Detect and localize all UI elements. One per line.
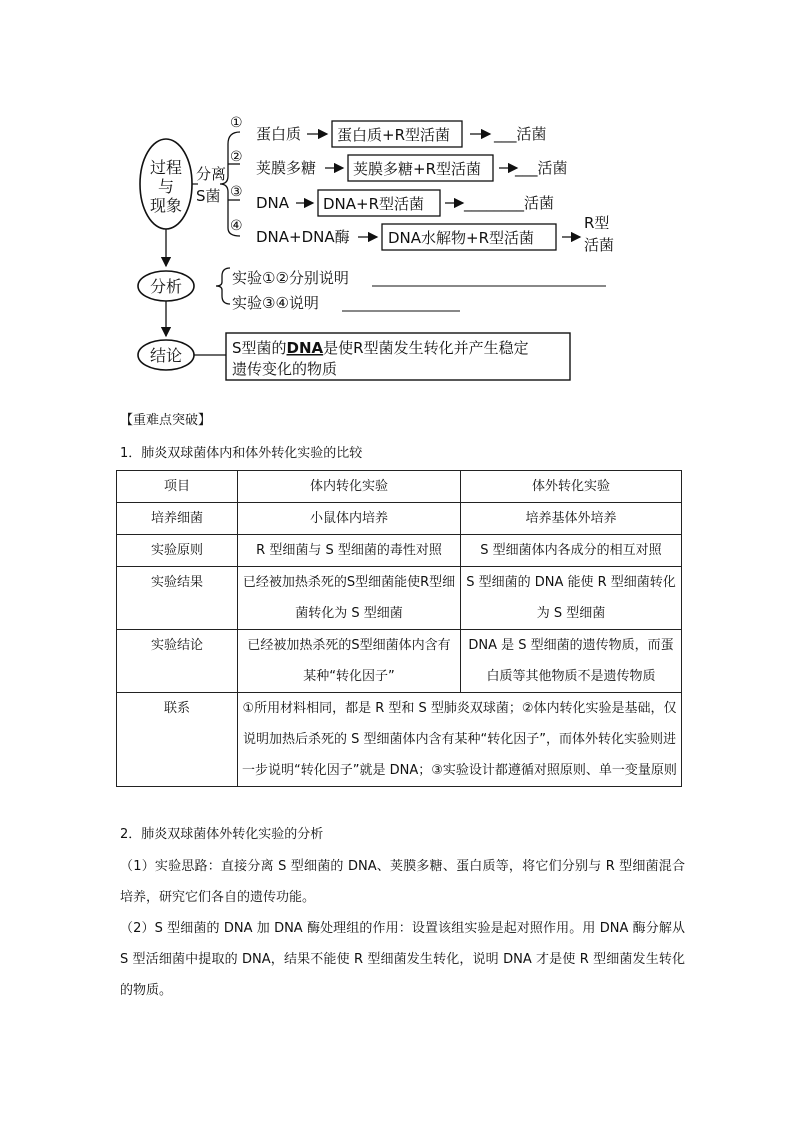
branch-component-4: DNA+DNA酶: [256, 228, 350, 246]
branch-result-1: ___活菌: [494, 125, 547, 143]
table-header: 项目: [117, 471, 238, 503]
branch-component-3: DNA: [256, 194, 290, 212]
table-cell: R 型细菌与 S 型细菌的毒性对照: [238, 535, 461, 567]
branch-num-4: ④: [230, 218, 243, 234]
conclusion-line-2: 遗传变化的物质: [232, 360, 338, 378]
branch-mixture-1: 蛋白质+R型活菌: [337, 126, 450, 144]
analysis-brace: [216, 268, 230, 304]
branch-mixture-2: 荚膜多糖+R型活菌: [353, 160, 481, 178]
table-cell: S 型细菌的 DNA 能使 R 型细菌转化为 S 型细菌: [461, 567, 682, 630]
branch-component-1: 蛋白质: [256, 125, 302, 143]
item2-title: 2．肺炎双球菌体外转化实验的分析: [120, 827, 324, 842]
table-header: 体内转化实验: [238, 471, 461, 503]
experiment-flow-diagram: [0, 0, 794, 400]
analysis-label: 分析: [149, 277, 183, 296]
process-label-1: 过程: [149, 158, 183, 177]
table-link-label: 联系: [117, 693, 238, 787]
table-cell: 实验结论: [117, 630, 238, 693]
table-row: [117, 567, 682, 630]
comparison-table: [116, 470, 682, 787]
separate-label-2: S菌: [196, 187, 221, 205]
conclusion-keyword: DNA: [286, 339, 324, 357]
table-cell: 培养基体外培养: [461, 503, 682, 535]
table-row: [117, 535, 682, 567]
table-link-text: ①所用材料相同，都是 R 型和 S 型肺炎双球菌；②体内转化实验是基础，仅说明加热后杀死的 S 型细菌体内含有某种“转化因子”，而体外转化实验则进一步说明“转化因子”就是 DNA；③实验设计都遵循对照原则、单一变量原则: [238, 693, 682, 787]
conclusion-line-1: [232, 339, 529, 357]
table-cell: 培养细菌: [117, 503, 238, 535]
section-heading: 【重难点突破】: [120, 413, 212, 428]
table-cell: 实验结果: [117, 567, 238, 630]
branch-num-1: ①: [230, 115, 243, 131]
table-cell: 小鼠体内培养: [238, 503, 461, 535]
table-row: [117, 630, 682, 693]
branch-mixture-4: DNA水解物+R型活菌: [388, 229, 535, 247]
branch-num-2: ②: [230, 149, 243, 165]
table-row: [117, 503, 682, 535]
conclusion-prefix: S型菌的: [232, 339, 287, 357]
branch-num-3: ③: [230, 184, 243, 200]
table-cell: 已经被加热杀死的S型细菌能使R型细菌转化为 S 型细菌: [238, 567, 461, 630]
branch-mixture-3: DNA+R型活菌: [323, 195, 425, 213]
table-header: 体外转化实验: [461, 471, 682, 503]
branch-component-2: 荚膜多糖: [256, 159, 317, 177]
analysis-line-2: 实验③④说明: [232, 294, 319, 312]
conclusion-suffix: 是使R型菌发生转化并产生稳定: [323, 339, 529, 357]
analysis-line-1: 实验①②分别说明: [232, 269, 349, 287]
branch-result-3: ________活菌: [464, 194, 555, 212]
paragraph-1: （1）实验思路：直接分离 S 型细菌的 DNA、荚膜多糖、蛋白质等，将它们分别与 R 型细菌混合培养，研究它们各自的遗传功能。: [120, 859, 685, 905]
conclusion-label: 结论: [149, 346, 183, 365]
process-label-3: 现象: [149, 196, 183, 215]
branch-result-4a: R型: [584, 214, 610, 232]
paragraph-2: （2）S 型细菌的 DNA 加 DNA 酶处理组的作用：设置该组实验是起对照作用。用 DNA 酶分解从 S 型活细菌中提取的 DNA，结果不能使 R 型细菌发生转化，说明 DNA 才是使 R 型细菌发生转化的物质。: [120, 921, 685, 998]
table-header-row: [117, 471, 682, 503]
separate-label-1: 分离: [196, 165, 227, 183]
process-label-2: 与: [157, 177, 175, 196]
table-cell: 实验原则: [117, 535, 238, 567]
item1-title: 1．肺炎双球菌体内和体外转化实验的比较: [120, 446, 363, 461]
table-row-link: [117, 693, 682, 787]
table-cell: DNA 是 S 型细菌的遗传物质，而蛋白质等其他物质不是遗传物质: [461, 630, 682, 693]
table-cell: S 型细菌体内各成分的相互对照: [461, 535, 682, 567]
branch-result-2: ___活菌: [515, 159, 568, 177]
branch-result-4b: 活菌: [584, 236, 615, 254]
table-cell: 已经被加热杀死的S型细菌体内含有某种“转化因子”: [238, 630, 461, 693]
